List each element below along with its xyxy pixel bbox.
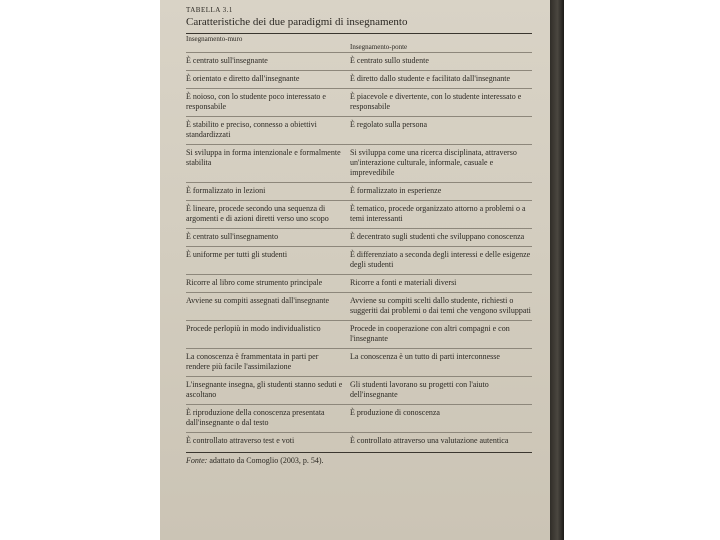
table-row <box>186 274 532 292</box>
table-row <box>186 70 532 88</box>
cell-muro: È riproduzione della conoscenza presentata dall'insegnante o dal testo <box>186 408 325 427</box>
cell-muro: Si sviluppa in forma intenzionale e formalmente stabilita <box>186 148 341 167</box>
cell-muro: È centrato sull'insegnamento <box>186 232 279 241</box>
table-number: TABELLA 3.1 <box>186 6 233 14</box>
cell-ponte: La conoscenza è un tutto di parti interconnesse <box>350 352 500 361</box>
cell-muro: È centrato sull'insegnante <box>186 56 268 65</box>
header-col-2: Insegnamento-ponte <box>350 43 408 51</box>
table-source <box>186 456 532 466</box>
table-row <box>186 116 532 144</box>
cell-muro: È uniforme per tutti gli studenti <box>186 250 288 259</box>
cell-ponte: È differenziato a seconda degli interessi e delle esigenze degli studenti <box>350 250 531 269</box>
cell-ponte: È centrato sullo studente <box>350 56 429 65</box>
cell-muro: Avviene su compiti assegnati dall'insegnante <box>186 296 330 305</box>
cell-ponte: È tematico, procede organizzato attorno a problemi o a temi interessanti <box>350 204 526 223</box>
table-row <box>186 376 532 404</box>
table-row <box>186 432 532 450</box>
table-row <box>186 52 532 70</box>
cell-ponte: È formalizzato in esperienze <box>350 186 442 195</box>
cell-muro: È orientato e diretto dall'insegnante <box>186 74 300 83</box>
cell-muro: La conoscenza è frammentata in parti per rendere più facile l'assimilazione <box>186 352 319 371</box>
source-text: adattato da Comoglio (2003, p. 54). <box>209 456 324 465</box>
table-row <box>186 200 532 228</box>
cell-ponte: Ricorre a fonti e materiali diversi <box>350 278 457 287</box>
table-row <box>186 144 532 182</box>
table-row <box>186 88 532 116</box>
table-row <box>186 348 532 376</box>
cell-ponte: È controllato attraverso una valutazione autentica <box>350 436 509 445</box>
cell-muro: È stabilito e preciso, connesso a obiettivi standardizzati <box>186 120 317 139</box>
cell-ponte: Gli studenti lavorano su progetti con l'aiuto dell'insegnante <box>350 380 489 399</box>
bottom-rule <box>186 452 532 453</box>
table-row <box>186 228 532 246</box>
cell-ponte: È diretto dallo studente e facilitato dall'insegnante <box>350 74 511 83</box>
table-row <box>186 246 532 274</box>
cell-ponte: Si sviluppa come una ricerca disciplinata, attraverso un'interazione culturale, informale, casuale e imprevedibile <box>350 148 517 177</box>
cell-ponte: Procede in cooperazione con altri compagni e con l'insegnante <box>350 324 510 343</box>
cell-ponte: È produzione di conoscenza <box>350 408 440 417</box>
page-edge-shadow <box>548 0 564 540</box>
cell-muro: È noioso, con lo studente poco interessato e responsabile <box>186 92 326 111</box>
cell-muro: L'insegnante insegna, gli studenti stanno seduti e ascoltano <box>186 380 343 399</box>
table-header <box>186 34 532 52</box>
header-col-1: Insegnamento-muro <box>186 35 243 43</box>
cell-muro: È controllato attraverso test e voti <box>186 436 295 445</box>
cell-muro: Procede perlopiù in modo individualistico <box>186 324 321 333</box>
cell-muro: È formalizzato in lezioni <box>186 186 266 195</box>
table-row <box>186 404 532 432</box>
cell-ponte: È regolato sulla persona <box>350 120 428 129</box>
cell-muro: Ricorre al libro come strumento principale <box>186 278 323 287</box>
table-row <box>186 182 532 200</box>
book-page <box>160 0 550 540</box>
source-label: Fonte: <box>186 456 208 465</box>
table-row <box>186 320 532 348</box>
cell-ponte: È decentrato sugli studenti che sviluppano conoscenza <box>350 232 525 241</box>
cell-ponte: È piacevole e divertente, con lo studente interessato e responsabile <box>350 92 522 111</box>
table-body <box>186 52 532 450</box>
table-row <box>186 292 532 320</box>
cell-muro: È lineare, procede secondo una sequenza di argomenti e di azioni diretti verso uno scopo <box>186 204 329 223</box>
cell-ponte: Avviene su compiti scelti dallo studente, richiesti o suggeriti dai problemi o dai temi che vengono sviluppati <box>350 296 531 315</box>
table-caption: Caratteristiche dei due paradigmi di insegnamento <box>186 16 408 28</box>
